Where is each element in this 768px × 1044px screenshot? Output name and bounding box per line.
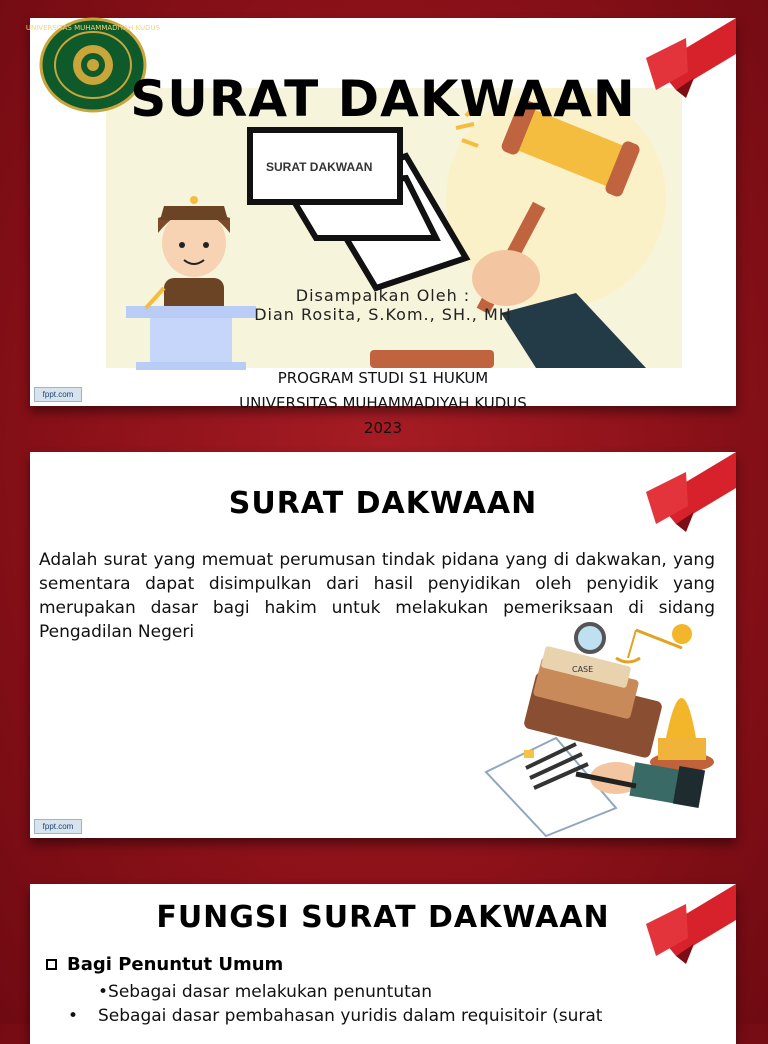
fppt-watermark: fppt.com xyxy=(34,387,82,402)
svg-text:UNIVERSITAS MUHAMMADIYAH KUDUS: UNIVERSITAS MUHAMMADIYAH KUDUS xyxy=(25,24,161,32)
ribbon-icon xyxy=(616,452,736,532)
list-item-text: Sebagai dasar pembahasan yuridis dalam requisitoir (surat xyxy=(98,1006,603,1026)
justice-illustration xyxy=(486,618,726,836)
document-label: SURAT DAKWAAN xyxy=(266,160,373,174)
slide-2-title: SURAT DAKWAAN xyxy=(228,486,538,521)
program-line-2: UNIVERSITAS MUHAMMADIYAH KUDUS xyxy=(239,394,527,412)
bullet: • xyxy=(68,1006,79,1026)
definition-text: Adalah surat yang memuat perumusan tindak pidana yang di dakwakan, yang sementara dapat disimpulkan dari hasil penyidikan oleh penyidik yang merupakan dasar bagi hakim untuk melakukan pemeriksaan di sidang Pengadilan Negeri xyxy=(39,550,715,642)
slide-3 xyxy=(30,884,736,1044)
list-item xyxy=(68,1006,722,1026)
heading-text: Bagi Penuntut Umum xyxy=(67,954,284,975)
fppt-watermark: fppt.com xyxy=(34,819,82,834)
presenter-name: Dian Rosita, S.Kom., SH., MH xyxy=(254,305,512,324)
year: 2023 xyxy=(363,419,403,437)
slide-1 xyxy=(25,18,736,437)
presented-by-label: Disampaikan Oleh : xyxy=(295,286,471,305)
ribbon-icon xyxy=(616,884,736,964)
checkbox-icon xyxy=(46,959,57,970)
ribbon-icon xyxy=(616,18,736,98)
section-heading xyxy=(46,954,283,975)
presenter-block xyxy=(30,286,736,324)
slide-1-title: SURAT DAKWAAN xyxy=(130,70,636,128)
svg-text:CASE: CASE xyxy=(572,665,594,674)
program-info xyxy=(30,366,736,441)
program-line-1: PROGRAM STUDI S1 HUKUM xyxy=(277,369,489,387)
hero-illustration xyxy=(106,88,682,368)
slide-2 xyxy=(30,452,736,838)
list-item: •Sebagai dasar melakukan penuntutan xyxy=(98,982,432,1002)
judge-figure-icon xyxy=(126,196,256,370)
slide-3-title: FUNGSI SURAT DAKWAAN xyxy=(156,900,610,935)
